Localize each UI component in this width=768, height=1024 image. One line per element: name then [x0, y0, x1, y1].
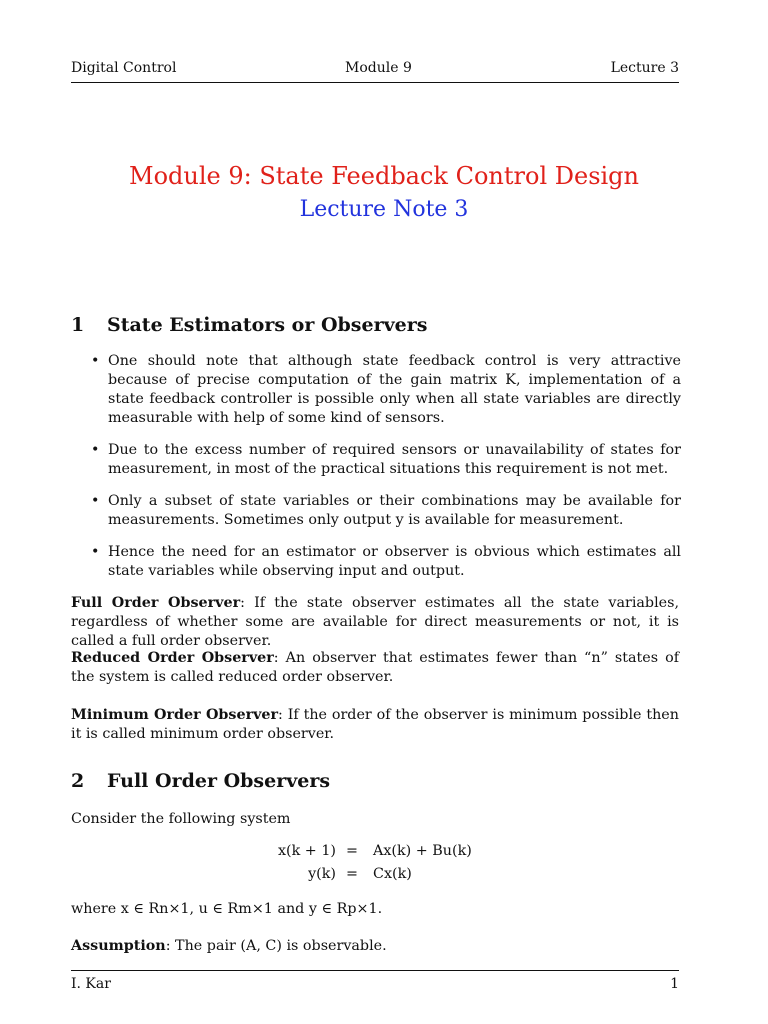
assumption-text: : The pair (A, C) is observable. [165, 938, 387, 954]
page-number: 1 [670, 976, 679, 992]
section-2-heading [71, 770, 330, 792]
section-1-title: State Estimators or Observers [107, 314, 428, 336]
definition-text: : An observer that estimates fewer than “n” states of the system is called reduced order observer. [71, 650, 679, 685]
list-item [71, 441, 681, 479]
bullet-icon: • [91, 493, 100, 509]
header-center: Module 9 [345, 60, 412, 76]
bullet-icon: • [91, 353, 100, 369]
header-left: Digital Control [71, 60, 177, 76]
bullet-list [71, 352, 681, 594]
header-rule [71, 82, 679, 83]
definition-full-order [71, 594, 679, 651]
footer-author: I. Kar [71, 976, 111, 992]
bullet-icon: • [91, 544, 100, 560]
page-footer [71, 976, 679, 992]
equation-lhs: y(k) [308, 866, 336, 882]
section-2-number: 2 [71, 770, 85, 792]
section-2-title: Full Order Observers [107, 770, 331, 792]
system-intro: Consider the following system [71, 811, 291, 827]
equation-operator: = [346, 843, 358, 859]
bullet-text: Only a subset of state variables or their combinations may be available for measurements. Sometimes only output y is available for measurement. [108, 493, 681, 528]
section-1-number: 1 [71, 314, 85, 336]
list-item [71, 492, 681, 530]
definition-term: Reduced Order Observer [71, 650, 274, 666]
document-title: Module 9: State Feedback Control Design [129, 162, 639, 190]
document-subtitle: Lecture Note 3 [299, 197, 469, 222]
footer-rule [71, 970, 679, 971]
definition-text: : If the state observer estimates all the state variables, regardless of whether some are available for direct measurements or not, it is called a full order observer. [71, 595, 679, 649]
assumption-label: Assumption [71, 938, 166, 954]
definition-term: Full Order Observer [71, 595, 241, 611]
header-right: Lecture 3 [610, 60, 679, 76]
bullet-text: Due to the excess number of required sensors or unavailability of states for measurement, in most of the practical situations this requirement is not met. [108, 442, 681, 477]
bullet-icon: • [91, 442, 100, 458]
running-header [71, 60, 679, 76]
list-item [71, 543, 681, 581]
definition-minimum-order [71, 706, 679, 744]
section-1-heading [71, 314, 427, 336]
list-item [71, 352, 681, 428]
equation-rhs: Ax(k) + Bu(k) [373, 843, 472, 859]
definition-text: : If the order of the observer is minimum possible then it is called minimum order observer. [71, 707, 679, 742]
equation-operator: = [346, 866, 358, 882]
dimension-statement: where x ∈ Rn×1, u ∈ Rm×1 and y ∈ Rp×1. [71, 901, 383, 917]
definition-reduced-order [71, 649, 679, 687]
equation-lhs: x(k + 1) [277, 843, 336, 859]
bullet-text: One should note that although state feedback control is very attractive because of precise computation of the gain matrix K, implementation of a state feedback controller is possible only when all state variables are directly measurable with help of some kind of sensors. [108, 353, 681, 426]
equation-rhs: Cx(k) [373, 866, 412, 882]
bullet-text: Hence the need for an estimator or observer is obvious which estimates all state variables while observing input and output. [108, 544, 681, 579]
assumption [71, 937, 679, 956]
definition-term: Minimum Order Observer [71, 707, 279, 723]
